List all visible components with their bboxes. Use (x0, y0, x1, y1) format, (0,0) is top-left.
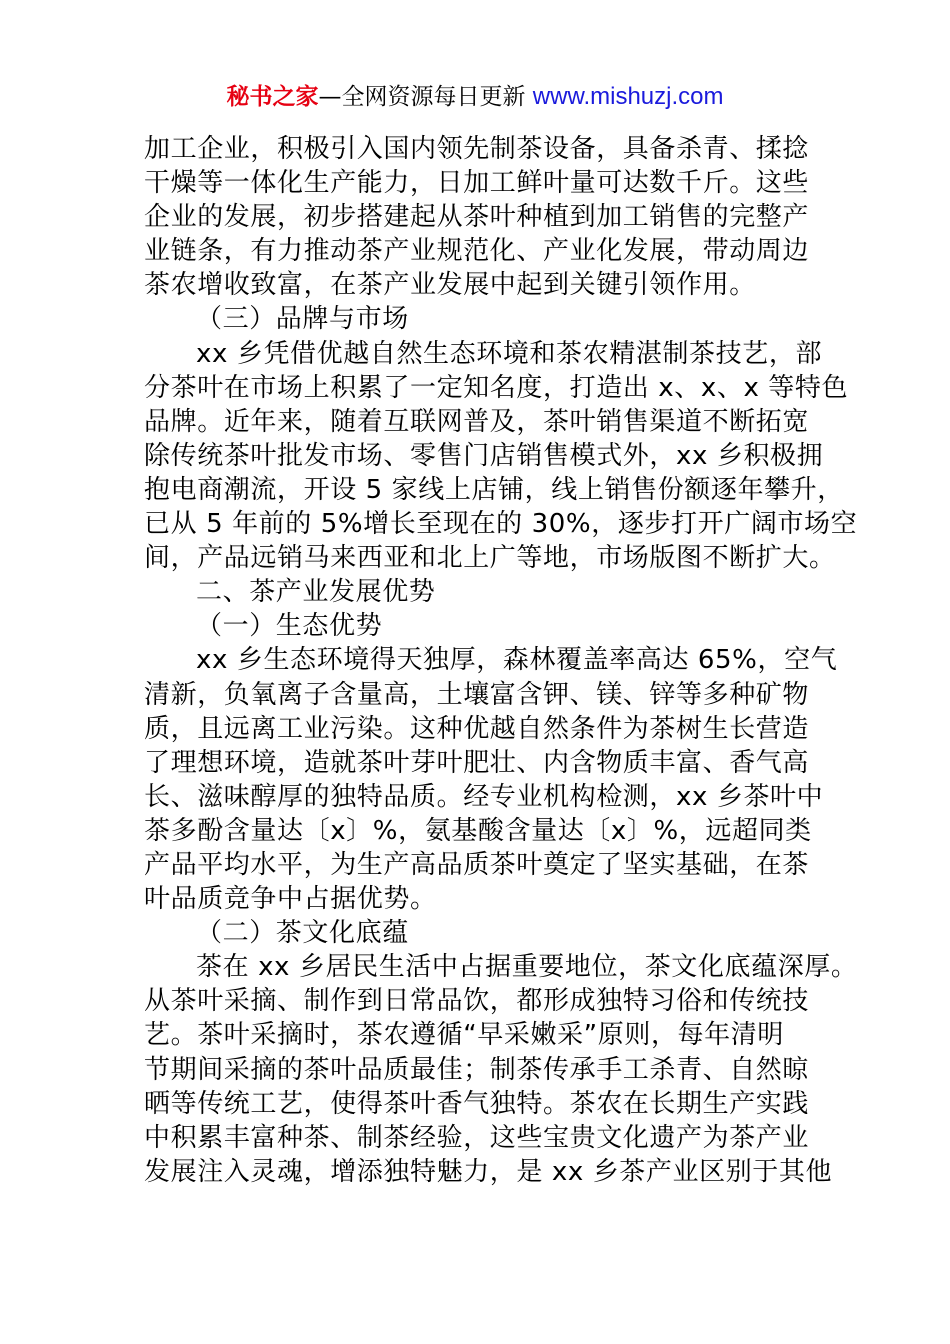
text-line: 产品平均水平，为生产高品质茶叶奠定了坚实基础，在茶 (144, 849, 810, 880)
text-line: （二）茶文化底蕴 (196, 918, 409, 949)
text-line: xx 乡生态环境得天独厚，森林覆盖率高达 65%，空气 (196, 645, 838, 676)
text-line: 分茶叶在市场上积累了一定知名度，打造出 x、x、x 等特色 (144, 372, 849, 403)
text-line: 叶品质竞争中占据优势。 (144, 884, 437, 915)
text-line: 了理想环境，造就茶叶芽叶肥壮、内含物质丰富、香气高 (144, 747, 810, 778)
text-line: 品牌。近年来，随着互联网普及，茶叶销售渠道不断拓宽 (144, 406, 810, 437)
site-tagline: —全网资源每日更新 (318, 84, 526, 110)
site-url-link[interactable]: www.mishuzj.com (532, 83, 724, 110)
text-line: 除传统茶叶批发市场、零售门店销售模式外，xx 乡积极拥 (144, 440, 824, 471)
document-body (144, 132, 858, 1189)
text-line: 业链条，有力推动茶产业规范化、产业化发展，带动周边 (144, 236, 810, 267)
text-line: （三）品牌与市场 (196, 304, 409, 335)
text-line: 艺。茶叶采摘时，茶农遵循“早采嫩采”原则，每年清明 (144, 1020, 784, 1051)
text-line: 质，且远离工业污染。这种优越自然条件为茶树生长营造 (144, 713, 810, 744)
text-line: 加工企业，积极引入国内领先制茶设备，具备杀青、揉捻 (144, 134, 810, 164)
text-line: 节期间采摘的茶叶品质最佳；制茶传承手工杀青、自然晾 (144, 1054, 810, 1085)
text-line: 中积累丰富种茶、制茶经验，这些宝贵文化遗产为茶产业 (144, 1122, 810, 1153)
text-line: 茶在 xx 乡居民生活中占据重要地位，茶文化底蕴深厚。 (196, 952, 858, 983)
text-line: 企业的发展，初步搭建起从茶叶种植到加工销售的完整产 (144, 202, 810, 233)
text-line: 清新，负氧离子含量高，土壤富含钾、镁、锌等多种矿物 (144, 679, 810, 710)
text-line: 抱电商潮流，开设 5 家线上店铺，线上销售份额逐年攀升， (144, 474, 844, 505)
text-line: 晒等传统工艺，使得茶叶香气独特。茶农在长期生产实践 (144, 1088, 810, 1119)
text-line: 茶农增收致富，在茶产业发展中起到关键引领作用。 (144, 270, 756, 301)
text-line: （一）生态优势 (196, 611, 383, 642)
text-line: 长、滋味醇厚的独特品质。经专业机构检测，xx 乡茶叶中 (144, 781, 824, 812)
text-line: 发展注入灵魂，增添独特魅力，是 xx 乡茶产业区别于其他 (144, 1156, 833, 1187)
text-line: 干燥等一体化生产能力，日加工鲜叶量可达数千斤。这些 (144, 168, 810, 199)
site-brand: 秘书之家 (226, 84, 319, 110)
text-line: 已从 5 年前的 5%增长至现在的 30%，逐步打开广阔市场空 (144, 509, 858, 540)
text-line: xx 乡凭借优越自然生态环境和茶农精湛制茶技艺，部 (196, 338, 823, 369)
text-line: 从茶叶采摘、制作到日常品饮，都形成独特习俗和传统技 (144, 986, 810, 1017)
text-line: 二、茶产业发展优势 (196, 577, 436, 608)
text-line: 茶多酚含量达〔x〕%，氨基酸含量达〔x〕%，远超同类 (144, 815, 812, 846)
text-line: 间，产品远销马来西亚和北上广等地，市场版图不断扩大。 (144, 543, 836, 574)
page-header (0, 82, 950, 112)
